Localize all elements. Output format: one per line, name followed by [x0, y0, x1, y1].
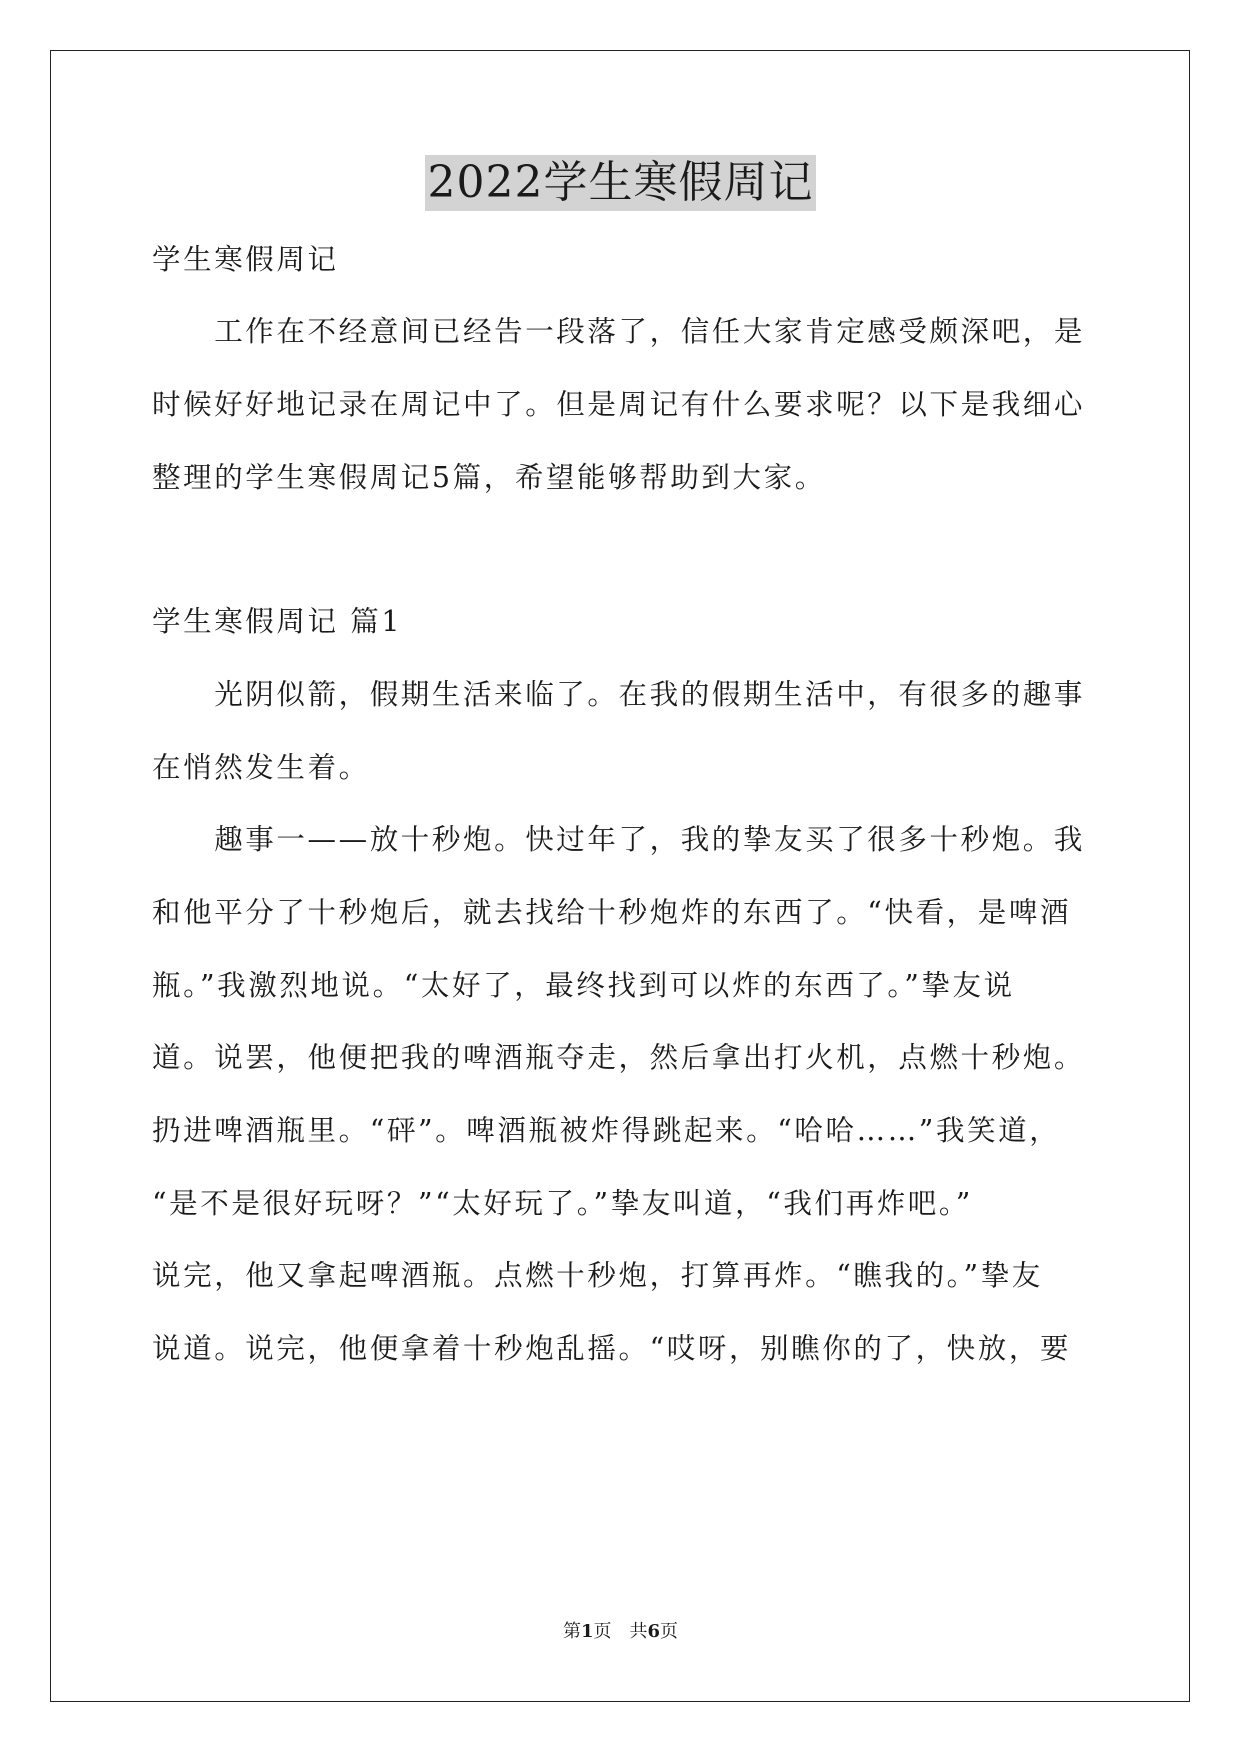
section-heading: 学生寒假周记 篇1 [152, 605, 403, 638]
paragraph-line: 说道。说完，他便拿着十秒炮乱摇。“哎呀，别瞧你的了，快放，要 [152, 1332, 1072, 1365]
paragraph-line: “是不是很好玩呀？”“太好玩了。”挚友叫道，“我们再炸吧。” [152, 1187, 973, 1220]
paragraph-line: 时候好好地记录在周记中了。但是周记有什么要求呢？以下是我细心 [152, 388, 1086, 421]
paragraph-line: 光阴似箭，假期生活来临了。在我的假期生活中，有很多的趣事 [152, 678, 1086, 711]
paragraph-line: 瓶。”我激烈地说。“太好了，最终找到可以炸的东西了。”挚友说 [152, 969, 1015, 1002]
title-container [0, 155, 1241, 211]
paragraph-line: 和他平分了十秒炮后，就去找给十秒炮炸的东西了。“快看，是啤酒 [152, 896, 1072, 929]
page-footer [0, 1620, 1241, 1644]
paragraph-line: 趣事一——放十秒炮。快过年了，我的挚友买了很多十秒炮。我 [152, 823, 1086, 856]
page-border [50, 50, 1190, 1702]
paragraph-line: 扔进啤酒瓶里。“砰”。啤酒瓶被炸得跳起来。“哈哈……”我笑道， [152, 1114, 1061, 1147]
page-suffix: 页 [660, 1621, 679, 1642]
page-middle: 页 共 [593, 1621, 648, 1642]
paragraph-line: 道。说罢，他便把我的啤酒瓶夺走，然后拿出打火机，点燃十秒炮。 [152, 1041, 1086, 1074]
page-prefix: 第 [562, 1621, 581, 1642]
paragraph-line: 整理的学生寒假周记5篇，希望能够帮助到大家。 [152, 461, 826, 494]
current-page-number: 1 [580, 1621, 594, 1642]
document-title: 2022学生寒假周记 [425, 155, 817, 211]
paragraph-line: 在悄然发生着。 [152, 751, 370, 784]
section-heading: 学生寒假周记 [152, 243, 339, 276]
total-page-number: 6 [647, 1621, 661, 1642]
paragraph-line: 工作在不经意间已经告一段落了，信任大家肯定感受颇深吧，是 [152, 315, 1086, 348]
paragraph-line: 说完，他又拿起啤酒瓶。点燃十秒炮，打算再炸。“瞧我的。”挚友 [152, 1259, 1043, 1292]
